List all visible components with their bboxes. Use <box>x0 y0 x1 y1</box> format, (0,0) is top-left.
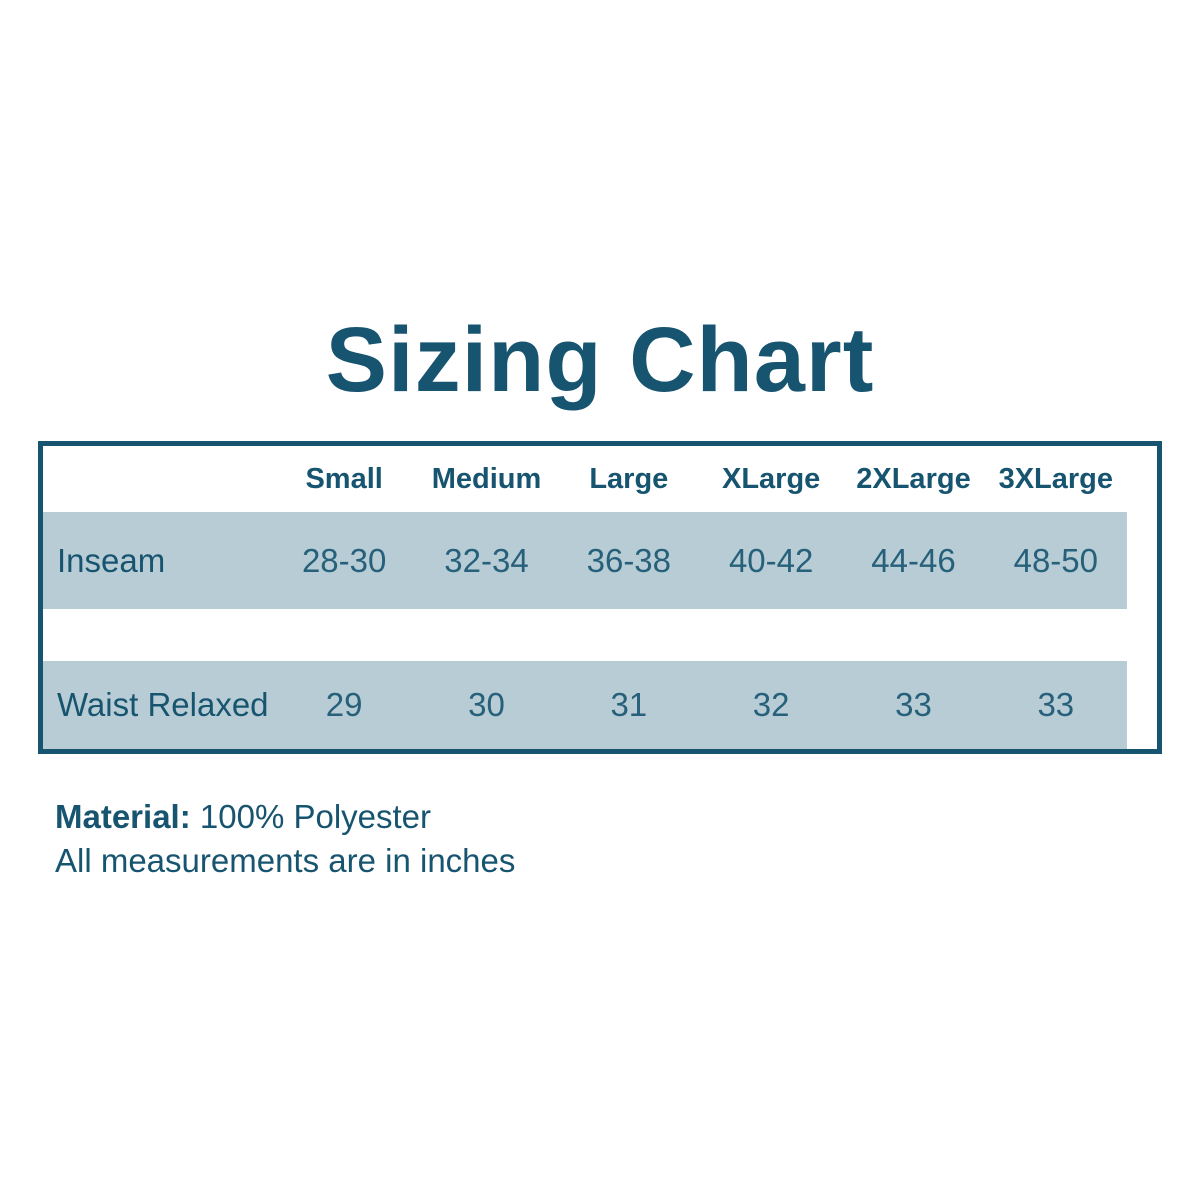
material-note <box>55 795 515 839</box>
page-title: Sizing Chart <box>325 309 875 411</box>
column-header-small: Small <box>305 462 383 495</box>
table-cell: 36-38 <box>586 541 672 579</box>
table-row-waist-relaxed <box>43 661 1127 749</box>
table-cell: 30 <box>468 686 505 723</box>
table-cell: 29 <box>325 686 363 723</box>
column-header-2xlarge: 2XLarge <box>856 462 971 495</box>
table-cell: 33 <box>1037 686 1075 723</box>
table-cell: 44-46 <box>871 541 956 579</box>
notes-section <box>55 795 515 882</box>
material-label: Material: <box>55 798 191 835</box>
column-header-xlarge: XLarge <box>721 462 821 495</box>
table-cell: 40-42 <box>728 541 814 579</box>
table-cell: 32 <box>752 686 790 723</box>
column-header-medium: Medium <box>431 462 542 495</box>
row-label-inseam: Inseam <box>57 541 166 579</box>
table-cell: 32-34 <box>444 541 529 579</box>
table-cell: 28-30 <box>301 541 387 579</box>
material-value: 100% Polyester <box>199 798 432 835</box>
sizing-table <box>38 441 1162 754</box>
table-cell: 48-50 <box>1013 541 1098 579</box>
table-cell: 31 <box>610 686 648 723</box>
column-header-3xlarge: 3XLarge <box>998 462 1114 495</box>
table-cell: 33 <box>895 686 932 723</box>
table-row-empty <box>43 609 1127 661</box>
table-row-inseam <box>43 512 1127 609</box>
table-header-row <box>43 446 1127 512</box>
column-header-large: Large <box>589 462 669 495</box>
row-label-waist-relaxed: Waist Relaxed <box>57 686 269 723</box>
measurements-note: All measurements are in inches <box>55 841 516 879</box>
